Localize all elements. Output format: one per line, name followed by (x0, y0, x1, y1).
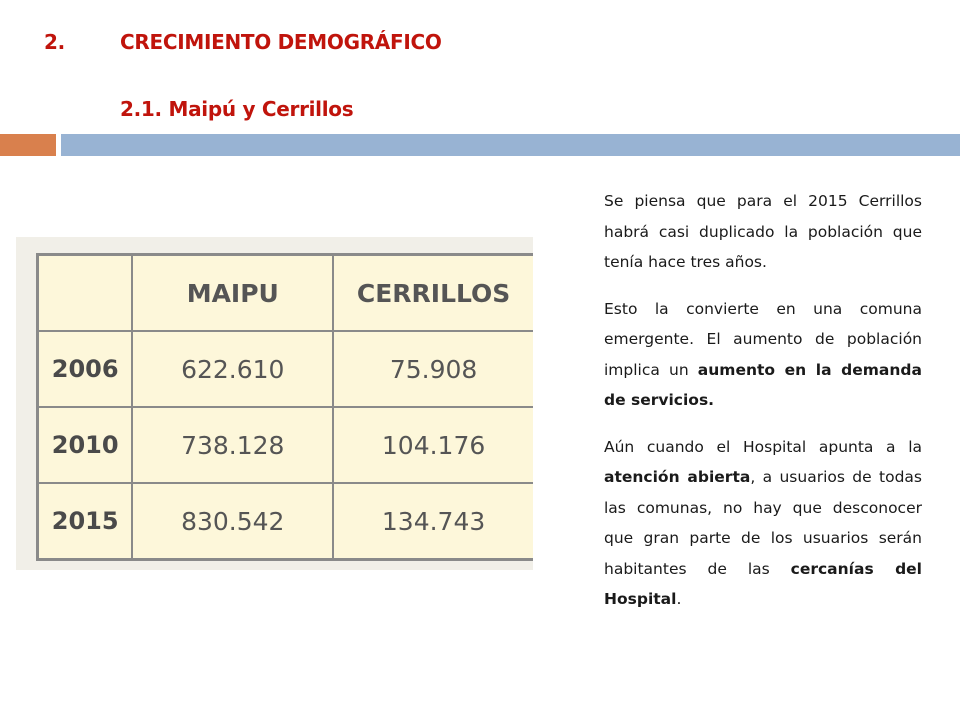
section-heading (44, 30, 442, 54)
accent-bar-blue (61, 134, 960, 156)
table-header-cerrillos: CERRILLOS (333, 255, 533, 332)
paragraph-3-text-b: , a usuarios de todas las comunas, no hay que desconocer que gran parte de los usuarios serán habitantes de las (604, 468, 922, 578)
row-year: 2015 (38, 483, 133, 560)
table-header-empty (38, 255, 133, 332)
section-title: CRECIMIENTO DEMOGRÁFICO (120, 30, 442, 54)
accent-bar-orange (0, 134, 56, 156)
paragraph-3-text-c: . (676, 590, 682, 608)
table-row (38, 483, 534, 560)
row-year: 2006 (38, 331, 133, 407)
table-row (38, 331, 534, 407)
paragraph-2-emphasis: aumento en la demanda de servicios. (604, 360, 922, 409)
maipu-value: 830.542 (132, 483, 333, 560)
paragraph-3-emphasis-a: atención abierta (604, 468, 751, 486)
table-header-row (38, 255, 534, 332)
paragraph-2 (604, 294, 922, 416)
paragraph-1 (604, 186, 922, 278)
cerrillos-value: 75.908 (333, 331, 533, 407)
paragraph-2-text: Esto la convierte en una comuna emergente. El aumento de población implica un (604, 299, 922, 379)
maipu-value: 738.128 (132, 407, 333, 483)
population-table (36, 253, 533, 561)
paragraph-3-emphasis-b: cercanías del Hospital (604, 559, 922, 608)
maipu-value: 622.610 (132, 331, 333, 407)
table-header-maipu: MAIPU (132, 255, 333, 332)
paragraph-1-text: Se piensa que para el 2015 Cerrillos habrá casi duplicado la población que tenía hace tres años. (604, 192, 922, 271)
paragraph-3 (604, 432, 922, 615)
row-year: 2010 (38, 407, 133, 483)
section-number: 2. (44, 30, 65, 54)
cerrillos-value: 134.743 (333, 483, 533, 560)
commentary-text (604, 186, 922, 631)
cerrillos-value: 104.176 (333, 407, 533, 483)
table-row (38, 407, 534, 483)
population-table-panel (16, 237, 533, 570)
subsection-heading: 2.1. Maipú y Cerrillos (120, 97, 354, 121)
paragraph-3-text-a: Aún cuando el Hospital apunta a la (604, 437, 922, 456)
